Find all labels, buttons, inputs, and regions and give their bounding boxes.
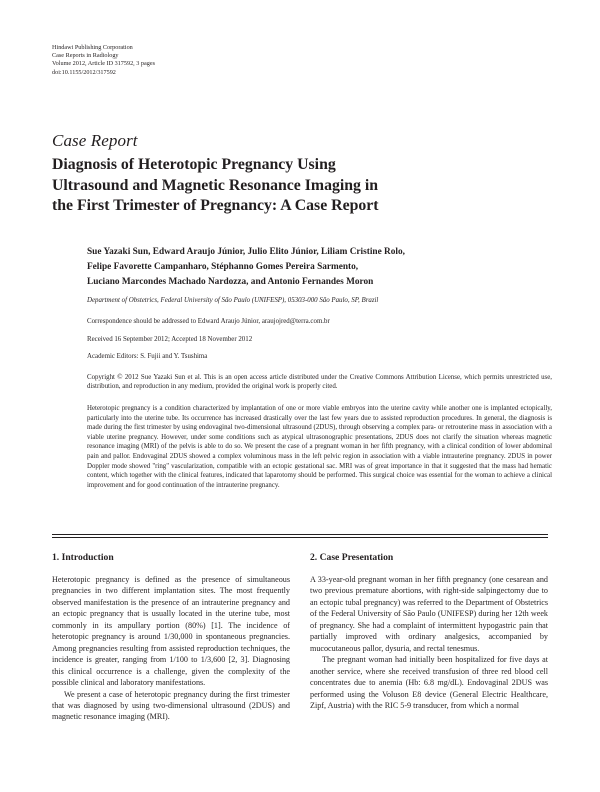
author-line: Luciano Marcondes Machado Nardozza, and Antonio Fernandes Moron (87, 276, 374, 287)
paragraph: Heterotopic pregnancy is defined as the presence of simultaneous pregnancies in two different implantation sites. The most frequently observed manifestation is the presence of an intrauterine pregnancy and an ectopic pregnancy that is usually located in the uterine tube, most commonly in its ampullary portion (80%) [1]. The incidence of heterotopic pregnancy is around 1/30,000 in spontaneous pregnancies. Among pregnancies resulting from assisted reproduction techniques, the incidence is greater, ranging from 1/100 to 1/3,600 [2, 3]. Diagnosing this clinical occurrence is a challenge, given the complexity of the possible clinical and laboratory manifestations. (52, 575, 290, 688)
received-accepted-dates: Received 16 September 2012; Accepted 18 November 2012 (87, 336, 253, 343)
paragraph: We present a case of heterotopic pregnancy during the first trimester that was diagnosed by using two-dimensional ultrasound (2DUS) and magnetic resonance imaging (MRI). (52, 689, 290, 722)
column-right (310, 574, 548, 711)
volume-info: Volume 2012, Article ID 317592, 3 pages (52, 60, 155, 68)
section-heading-introduction: 1. Introduction (52, 552, 114, 563)
title-line: the First Trimester of Pregnancy: A Case Report (52, 197, 379, 214)
article-type: Case Report (52, 131, 138, 150)
copyright-notice: Copyright © 2012 Sue Yazaki Sun et al. This is an open access article distributed under the Creative Commons Attribution License, which permits unrestricted use, distribution, and reproduction in any medium, provided the original work is properly cited. (87, 374, 552, 391)
paragraph: The pregnant woman had initially been hospitalized for five days at another service, where she received transfusion of three red blood cell concentrates due to anemia (Hb: 6.8 mg/dL). Endovaginal 2DUS was performed using the Voluson E8 device (General Electric Healthcare, Zipf, Austria) with the RIC 5-9 transducer, from which a normal (310, 655, 548, 710)
academic-editors: Academic Editors: S. Fujii and Y. Tsushima (87, 353, 208, 360)
author-line: Sue Yazaki Sun, Edward Araujo Júnior, Julio Elito Júnior, Liliam Cristine Rolo, (87, 247, 405, 257)
paragraph: A 33-year-old pregnant woman in her fifth pregnancy (one cesarean and two previous premature abortions, with right-side salpingectomy due to an ectopic tubal pregnancy) was referred to the Department of Obstetrics of the Federal University of São Paulo (UNIFESP) during her 12th week of pregnancy. She had a complaint of intermittent hypogastric pain that partially improved with ordinary analgesics, accompanied by mucocutaneous pallor, dysuria, and rectal tenesmus. (310, 575, 548, 653)
title-line: Ultrasound and Magnetic Resonance Imaging in (52, 176, 379, 194)
abstract: Heterotopic pregnancy is a condition characterized by implantation of one or more viable embryos into the uterine cavity while another one is implanted ectopically, particularly into the uterine tube. Its occurrence has increased drastically over the last few years due to assisted reproduction procedures. In general, the diagnosis is made during the first trimester by using endovaginal two-dimensional ultrasound (2DUS), through observing a complex para- or retrouterine mass in association with a viable uterine pregnancy. However, under some conditions such as atypical ultrasonographic presentations, 2DUS does not clarify the situation whereas magnetic resonance imaging (MRI) of the pelvis is able to do so. We present the case of a pregnant woman in her fifth pregnancy, with a clinical condition of lower abdominal pain and pallor. Endovaginal 2DUS showed a complex voluminous mass in the left pelvic region in association with a viable intrauterine pregnancy. 2DUS in power Doppler mode showed "ring" vascularization, compatible with an ectopic gestational sac. MRI was of great importance in that it suggested that the mass had hematic content, which together with the clinical features, indicated that laparotomy should be performed. This surgical choice was essential for the woman to achieve a clinical improvement and for good continuation of the intrauterine pregnancy. (87, 405, 552, 489)
column-left (52, 574, 290, 723)
correspondence[interactable]: Correspondence should be addressed to Edward Araujo Júnior, araujojred@terra.com.br (87, 318, 330, 325)
title-line: Diagnosis of Heterotopic Pregnancy Using (52, 156, 336, 173)
author-line: Felipe Favorette Campanharo, Stéphanno Gomes Pereira Sarmento, (87, 261, 359, 272)
article-title (52, 155, 472, 217)
divider-bottom (52, 537, 548, 538)
publisher-name: Hindawi Publishing Corporation (52, 44, 133, 51)
author-list (87, 245, 405, 289)
journal-header (52, 44, 155, 77)
journal-name: Case Reports in Radiology (52, 52, 119, 60)
divider-top (52, 534, 548, 535)
section-heading-case-presentation: 2. Case Presentation (310, 552, 394, 563)
affiliation: Department of Obstetrics, Federal University of São Paulo (UNIFESP), 05303-000 São Paulo, SP, Brazil (87, 297, 379, 304)
doi[interactable]: doi:10.1155/2012/317592 (52, 68, 116, 76)
